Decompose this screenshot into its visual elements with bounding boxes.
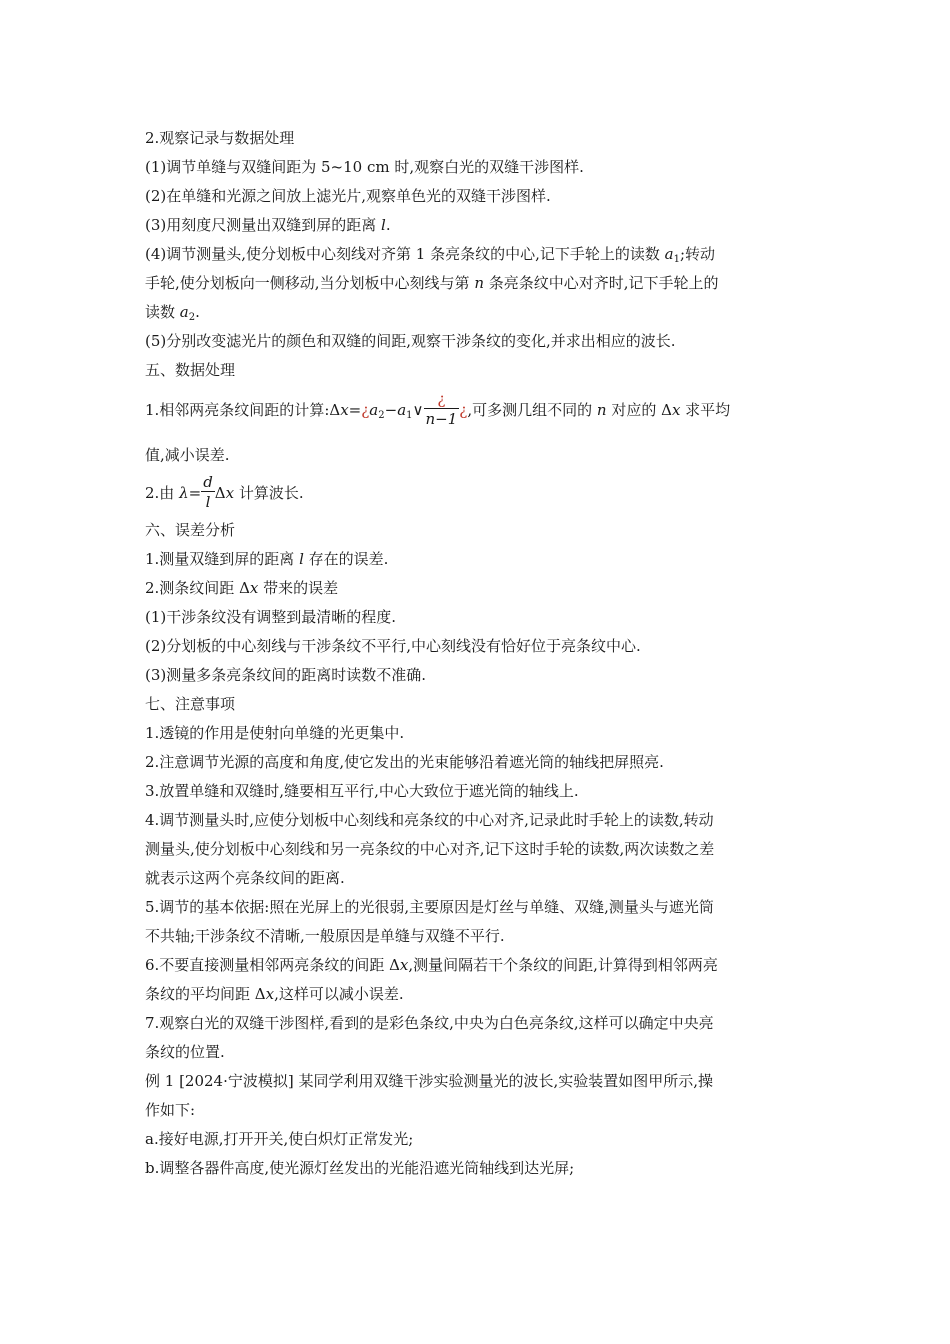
error-2 [145, 574, 815, 603]
text: (2)分划板的中心刻线与干涉条纹不平行,中心刻线没有恰好位于亮条纹中心. [145, 637, 641, 655]
step-5 [145, 327, 815, 356]
var-x: x [265, 985, 275, 1003]
text: 计算波长. [234, 484, 304, 502]
text: 值,减小误差. [145, 446, 230, 464]
formula-wavelength [145, 470, 815, 516]
text: 存在的误差. [303, 550, 389, 568]
text: ,可多测几组不同的 [467, 401, 597, 419]
error-1 [145, 545, 815, 574]
var-l: l [299, 550, 304, 568]
text: (3)测量多条亮条纹间的距离时读数不准确. [145, 666, 427, 684]
note-1 [145, 719, 815, 748]
subscript: 1 [673, 254, 680, 265]
text: 手轮,使分划板向一侧移动,当分划板中心刻线与第 [145, 274, 475, 292]
text: 7.观察白光的双缝干涉图样,看到的是彩色条纹,中央为白色亮条纹,这样可以确定中央亮 [145, 1014, 714, 1032]
text: 2.测条纹间距 Δ [145, 579, 250, 597]
text: 带来的误差 [258, 579, 339, 597]
section-heading-7 [145, 690, 815, 719]
step-4-line-1 [145, 240, 815, 269]
text: 七、注意事项 [145, 695, 236, 713]
text: 2.由 [145, 484, 180, 502]
text: ,测量间隔若干个条纹的间距,计算得到相邻两亮 [408, 956, 718, 974]
text: 测量头,使分划板中心刻线和另一亮条纹的中心对齐,记下这时手轮的读数,两次读数之差 [145, 840, 715, 858]
example-1-line-2 [145, 1096, 815, 1125]
text: 对应的 Δ [606, 401, 672, 419]
text: . [385, 216, 391, 234]
text: (1)调节单缝与双缝间距为 5~10 cm 时,观察白光的双缝干涉图样. [145, 158, 584, 176]
step-2 [145, 182, 815, 211]
var-n: n [596, 401, 607, 419]
text: 不共轴;干涉条纹不清晰,一般原因是单缝与双缝不平行. [145, 927, 505, 945]
step-3 [145, 211, 815, 240]
example-step-a [145, 1125, 815, 1154]
text: 六、误差分析 [145, 521, 236, 539]
text: ,这样可以减小误差. [274, 985, 404, 1003]
text: 3.放置单缝和双缝时,缝要相互平行,中心大致位于遮光筒的轴线上. [145, 782, 579, 800]
var-lambda: λ [179, 484, 189, 502]
subscript: 2 [378, 410, 385, 421]
formula-line-continued [145, 441, 815, 470]
note-6-line-1 [145, 951, 815, 980]
note-4-line-1 [145, 806, 815, 835]
note-6-line-2 [145, 980, 815, 1009]
text: 条纹的位置. [145, 1043, 225, 1061]
var-a: a [179, 303, 189, 321]
formula-line-spacing [145, 385, 815, 435]
section-heading-5 [145, 356, 815, 385]
var-x: x [225, 484, 235, 502]
text: . [195, 303, 200, 321]
note-4-line-2 [145, 835, 815, 864]
note-7-line-1 [145, 1009, 815, 1038]
note-5-line-1 [145, 893, 815, 922]
text: (1)干涉条纹没有调整到最清晰的程度. [145, 608, 397, 626]
var-x: x [671, 401, 681, 419]
step-1 [145, 153, 815, 182]
minus-sign: − [384, 401, 398, 419]
numerator: d [203, 472, 213, 491]
step-4-line-3 [145, 298, 815, 327]
text: 条亮条纹中心对齐时,记下手轮上的 [483, 274, 719, 292]
glyph: ¿ [361, 401, 370, 419]
example-1-line-1 [145, 1067, 815, 1096]
error-2-3 [145, 661, 815, 690]
text: 4.调节测量头时,应使分划板中心刻线和亮条纹的中心对齐,记录此时手轮上的读数,转动 [145, 811, 714, 829]
text: 6.不要直接测量相邻两亮条纹的间距 Δ [145, 956, 400, 974]
denominator: l [205, 492, 211, 511]
text: 就表示这两个亮条纹间的距离. [145, 869, 345, 887]
text: 1.相邻两亮条纹间距的计算:Δ [145, 401, 341, 419]
text: (4)调节测量头,使分划板中心刻线对齐第 1 条亮条纹的中心,记下手轮上的读数 [145, 245, 665, 263]
var-a: a [397, 401, 407, 419]
text: 1.透镜的作用是使射向单缝的光更集中. [145, 724, 405, 742]
text: 求平均 [680, 401, 731, 419]
var-n: n [474, 274, 484, 292]
note-5-line-2 [145, 922, 815, 951]
note-2 [145, 748, 815, 777]
document-body [145, 124, 815, 1183]
text: = [188, 484, 202, 502]
note-4-line-3 [145, 864, 815, 893]
fraction [424, 390, 460, 429]
fraction [201, 473, 215, 512]
error-2-2 [145, 632, 815, 661]
text: ;转动 [679, 245, 716, 263]
numerator: ¿ [424, 390, 460, 409]
subheading-observation [145, 124, 815, 153]
var-x: x [249, 579, 259, 597]
denominator: n−1 [425, 409, 458, 428]
subscript: 2 [188, 312, 196, 323]
example-step-b [145, 1154, 815, 1183]
text: 例 1 [2024·宁波模拟] 某同学利用双缝干涉实验测量光的波长,实验装置如图甲所示,操 [145, 1072, 714, 1090]
text: a.接好电源,打开开关,使白炽灯正常发光; [145, 1130, 414, 1148]
text: = [348, 401, 362, 419]
text: 五、数据处理 [145, 361, 236, 379]
var-a: a [369, 401, 379, 419]
var-l: l [381, 216, 386, 234]
var-x: x [340, 401, 349, 419]
var-x: x [399, 956, 409, 974]
text: 条纹的平均间距 Δ [145, 985, 266, 1003]
note-7-line-2 [145, 1038, 815, 1067]
error-2-1 [145, 603, 815, 632]
var-a: a [664, 245, 674, 263]
text: 读数 [145, 303, 180, 321]
section-heading-6 [145, 516, 815, 545]
text: (5)分别改变滤光片的颜色和双缝的间距,观察干涉条纹的变化,并求出相应的波长. [145, 332, 676, 350]
text: 2.注意调节光源的高度和角度,使它发出的光束能够沿着遮光筒的轴线把屏照亮. [145, 753, 664, 771]
glyph: ∨ [412, 401, 424, 419]
text: 1.测量双缝到屏的距离 [145, 550, 300, 568]
glyph: ¿ [459, 401, 468, 419]
text: 5.调节的基本依据:照在光屏上的光很弱,主要原因是灯丝与单缝、双缝,测量头与遮光筒 [145, 898, 714, 916]
step-4-line-2 [145, 269, 815, 298]
text: b.调整各器件高度,使光源灯丝发出的光能沿遮光筒轴线到达光屏; [145, 1159, 575, 1177]
subscript: 1 [406, 410, 413, 421]
text: (2)在单缝和光源之间放上滤光片,观察单色光的双缝干涉图样. [145, 187, 551, 205]
text: Δ [214, 484, 226, 502]
text: (3)用刻度尺测量出双缝到屏的距离 [145, 216, 382, 234]
note-3 [145, 777, 815, 806]
text: 2.观察记录与数据处理 [145, 129, 295, 147]
text: 作如下: [145, 1101, 196, 1119]
